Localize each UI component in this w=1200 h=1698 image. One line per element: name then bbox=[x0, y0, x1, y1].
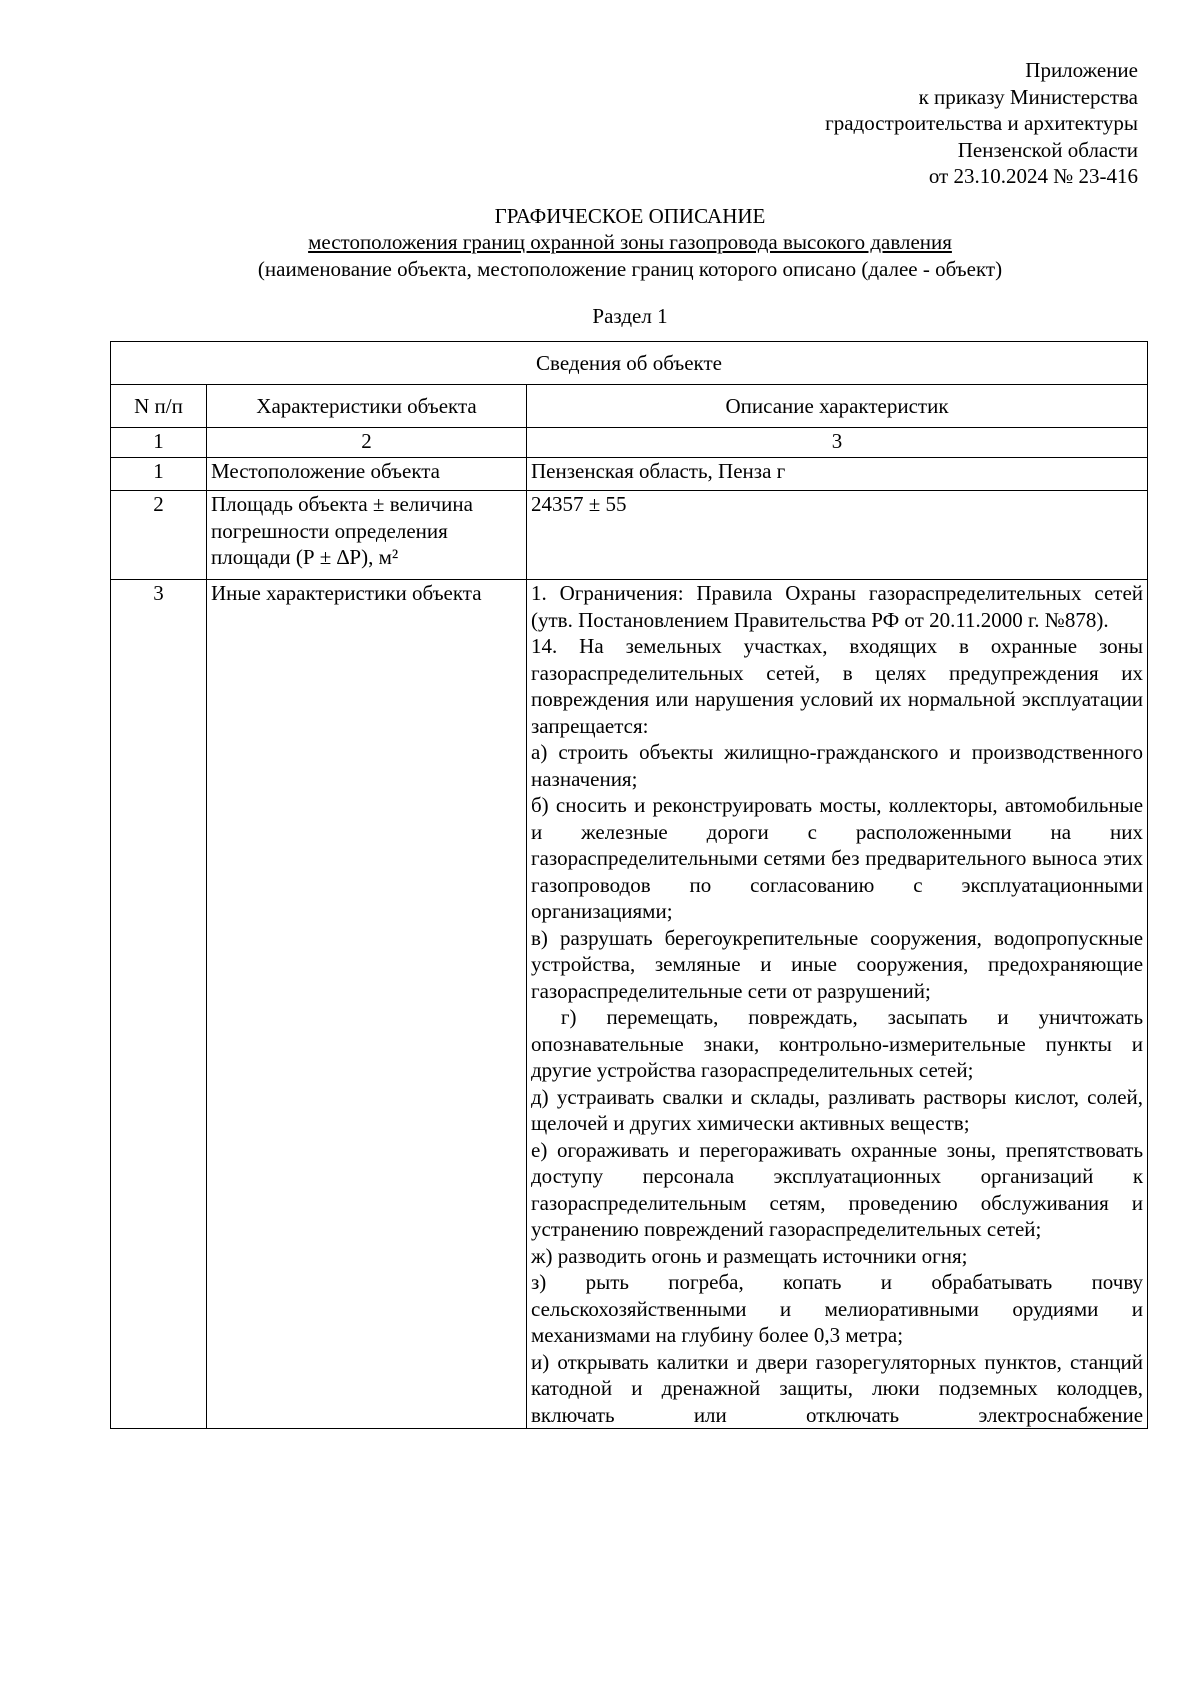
row-characteristic: Площадь объекта ± величина погрешности определения площади (Р ± ∆Р), м² bbox=[207, 491, 527, 580]
restriction-paragraph: г) перемещать, повреждать, засыпать и уничтожать опознавательные знаки, контрольно-измерительные пункты и другие устройства газораспределительных сетей; bbox=[531, 1005, 1149, 1082]
title-block bbox=[0, 203, 1200, 283]
restriction-paragraph: ж) разводить огонь и размещать источники огня; bbox=[531, 1243, 968, 1268]
column-number: 2 bbox=[207, 428, 527, 458]
approval-stamp bbox=[825, 57, 1138, 190]
row-description bbox=[527, 580, 1148, 1429]
column-header-num: N п/п bbox=[111, 385, 207, 428]
restriction-paragraph: б) сносить и реконструировать мосты, коллекторы, автомобильные и железные дороги с расположенными на них газораспределительными сетями без предварительного выноса этих газопроводов по согласованию с эксплуатационными организациями; bbox=[531, 793, 1144, 923]
approval-line: от 23.10.2024 № 23-416 bbox=[928, 164, 1138, 188]
restriction-paragraph: и) открывать калитки и двери газорегуляторных пунктов, станций катодной и дренажной защиты, люки подземных колодцев, включать или отключать электроснабжение bbox=[531, 1349, 1144, 1427]
restriction-paragraph: 1. Ограничения: Правила Охраны газораспределительных сетей (утв. Постановлением Правительства РФ от 20.11.2000 г. №878). bbox=[531, 581, 1144, 632]
restriction-paragraph: 14. На земельных участках, входящих в охранные зоны газораспределительных сетей, в целях предупреждения их повреждения или нарушения условий их нормальной эксплуатации запрещается: bbox=[531, 634, 1144, 738]
table-caption: Сведения об объекте bbox=[111, 342, 1148, 385]
column-number: 1 bbox=[111, 428, 207, 458]
approval-line: к приказу Министерства bbox=[918, 84, 1138, 109]
row-number: 2 bbox=[111, 491, 207, 580]
column-number: 3 bbox=[527, 428, 1148, 458]
row-characteristic: Местоположение объекта bbox=[207, 458, 527, 491]
table-header-row bbox=[111, 385, 1148, 428]
row-number: 3 bbox=[111, 580, 207, 1429]
approval-line: градостроительства и архитектуры bbox=[825, 111, 1138, 135]
column-number-row bbox=[111, 428, 1148, 458]
column-header-characteristics: Характеристики объекта bbox=[207, 385, 527, 428]
row-number: 1 bbox=[111, 458, 207, 491]
row-characteristic: Иные характеристики объекта bbox=[207, 580, 527, 1429]
restriction-paragraph: е) огораживать и перегораживать охранные зоны, препятствовать доступу персонала эксплуатационных организаций к газораспределительным сетям, проведению обслуживания и устранению повреждений газораспределительных сетей; bbox=[531, 1137, 1144, 1241]
restriction-paragraph: д) устраивать свалки и склады, разливать растворы кислот, солей, щелочей и других химически активных веществ; bbox=[531, 1084, 1144, 1135]
table-row bbox=[111, 458, 1148, 491]
table-caption-row bbox=[111, 342, 1148, 385]
row-description: Пензенская область, Пенза г bbox=[527, 458, 1148, 491]
section-label: Раздел 1 bbox=[592, 304, 668, 328]
table-row bbox=[111, 580, 1148, 1429]
document-subtitle: местоположения границ охранной зоны газопровода высокого давления bbox=[308, 230, 952, 254]
document-note: (наименование объекта, местоположение границ которого описано (далее - объект) bbox=[257, 257, 1003, 281]
approval-line: Пензенской области bbox=[957, 137, 1138, 162]
object-info-table bbox=[110, 341, 1148, 1429]
restriction-paragraph: в) разрушать берегоукрепительные сооружения, водопропускные устройства, земляные и иные сооружения, предохраняющие газораспределительные сети от разрушений; bbox=[531, 925, 1144, 1003]
document-title: ГРАФИЧЕСКОЕ ОПИСАНИЕ bbox=[494, 204, 766, 228]
column-header-description: Описание характеристик bbox=[527, 385, 1148, 428]
row-description: 24357 ± 55 bbox=[527, 491, 1148, 580]
restriction-paragraph: з) рыть погреба, копать и обрабатывать почву сельскохозяйственными и мелиоративными орудиями и механизмами на глубину более 0,3 метра; bbox=[531, 1270, 1144, 1347]
restriction-paragraph: а) строить объекты жилищно-гражданского и производственного назначения; bbox=[531, 740, 1144, 791]
approval-line: Приложение bbox=[1025, 58, 1138, 82]
table-row bbox=[111, 491, 1148, 580]
